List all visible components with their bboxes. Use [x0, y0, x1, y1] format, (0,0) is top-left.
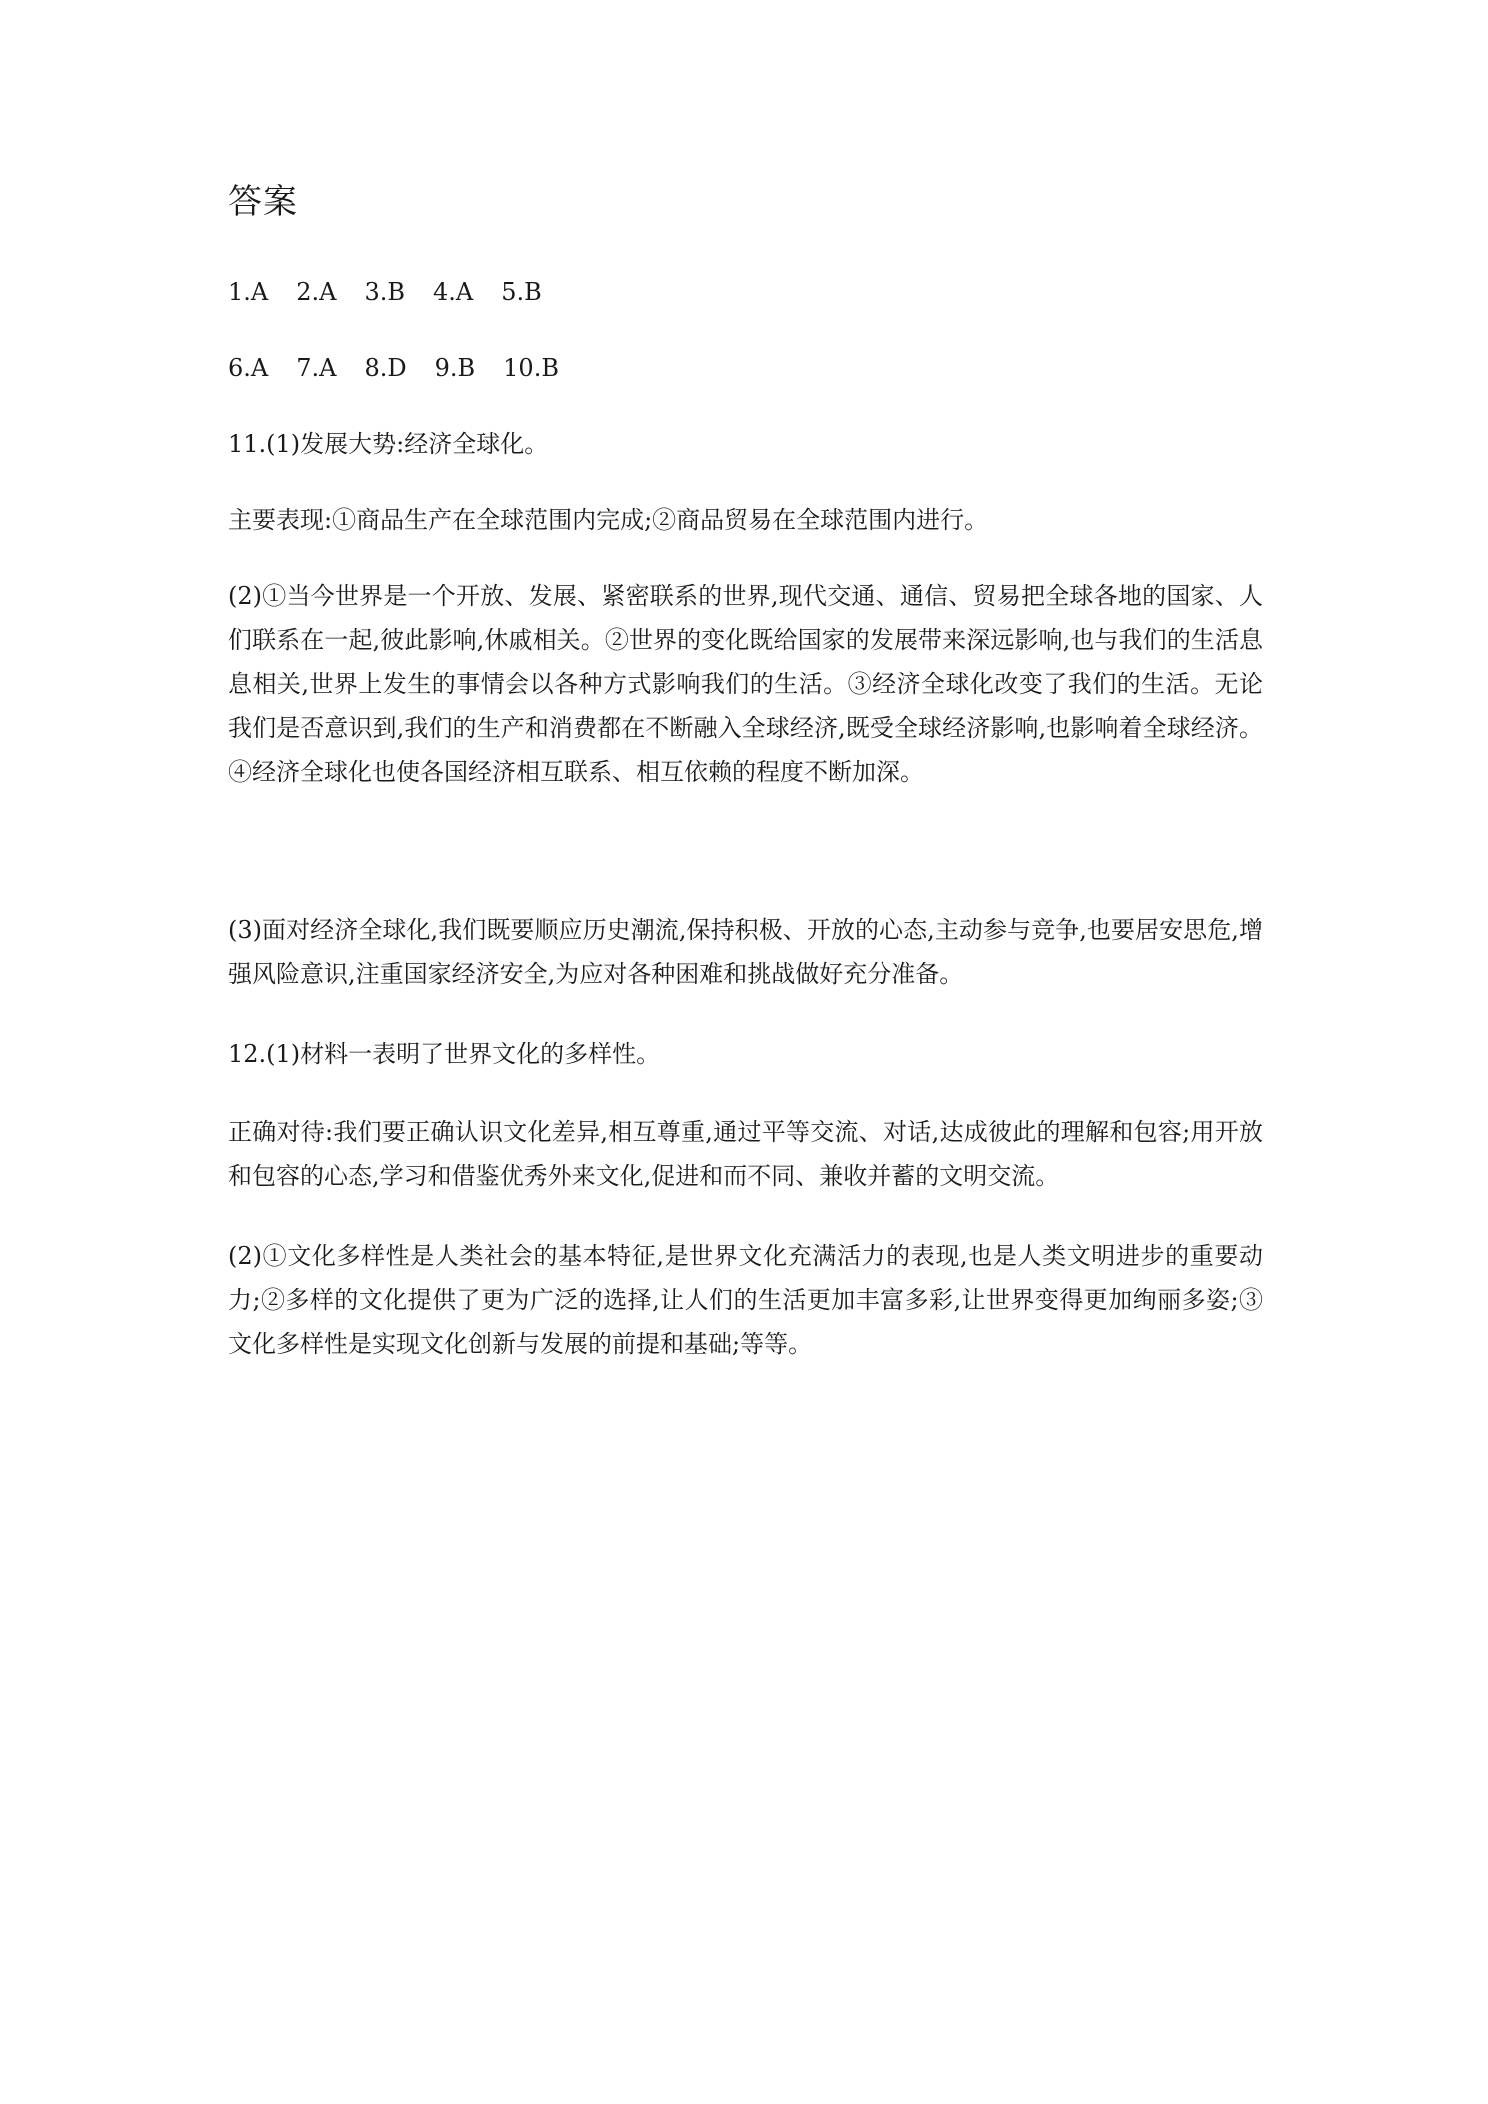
mc-answer: 9.B: [434, 354, 476, 382]
q11-part1-main: 主要表现:①商品生产在全球范围内完成;②商品贸易在全球范围内进行。: [228, 506, 989, 534]
mc-answers-row-1: [228, 270, 1263, 314]
page-title: 答案: [228, 182, 298, 222]
q11-part3: (3)面对经济全球化,我们既要顺应历史潮流,保持积极、开放的心态,主动参与竞争,也要居安思危,增强风险意识,注重国家经济安全,为应对各种困难和挑战做好充分准备。: [228, 916, 1263, 988]
q11-part2: (2)①当今世界是一个开放、发展、紧密联系的世界,现代交通、通信、贸易把全球各地的国家、人们联系在一起,彼此影响,休戚相关。②世界的变化既给国家的发展带来深远影响,也与我们的生活息息相关,世界上发生的事情会以各种方式影响我们的生活。③经济全球化改变了我们的生活。无论我们是否意识到,我们的生产和消费都在不断融入全球经济,既受全球经济影响,也影响着全球经济。④经济全球化也使各国经济相互联系、相互依赖的程度不断加深。: [228, 582, 1263, 786]
q12-part1: 12.(1)材料一表明了世界文化的多样性。: [228, 1040, 661, 1068]
mc-answer: 8.D: [364, 354, 407, 382]
q12-part1-attitude: 正确对待:我们要正确认识文化差异,相互尊重,通过平等交流、对话,达成彼此的理解和包容;用开放和包容的心态,学习和借鉴优秀外来文化,促进和而不同、兼收并蓄的文明交流。: [228, 1118, 1263, 1190]
mc-answer: 4.A: [433, 278, 474, 306]
q12-part2: (2)①文化多样性是人类社会的基本特征,是世界文化充满活力的表现,也是人类文明进步的重要动力;②多样的文化提供了更为广泛的选择,让人们的生活更加丰富多彩,让世界变得更加绚丽多姿;③文化多样性是实现文化创新与发展的前提和基础;等等。: [228, 1242, 1263, 1358]
mc-answer: 10.B: [503, 354, 559, 382]
mc-answer: 2.A: [296, 278, 337, 306]
mc-answer: 6.A: [228, 354, 269, 382]
mc-answer: 5.B: [501, 278, 542, 306]
mc-answers-row-2: [228, 346, 1263, 390]
mc-answer: 7.A: [296, 354, 337, 382]
q11-part1: 11.(1)发展大势:经济全球化。: [228, 430, 549, 458]
mc-answer: 1.A: [228, 278, 269, 306]
mc-answer: 3.B: [364, 278, 406, 306]
